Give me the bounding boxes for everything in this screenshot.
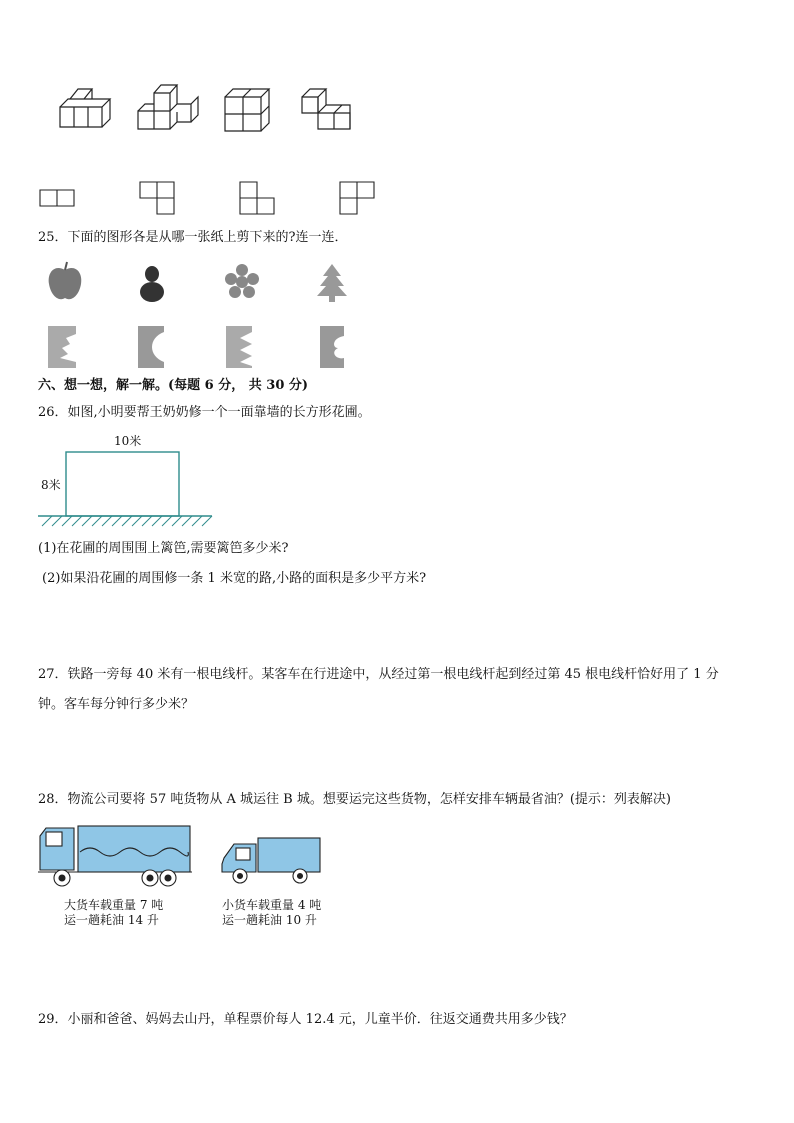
big-truck-capacity: 大货车载重量 7 吨 — [64, 898, 164, 912]
cutout-shapes-row — [45, 262, 365, 304]
apple-shape-icon — [49, 262, 82, 299]
plan-view-4 — [340, 182, 374, 214]
big-truck-icon — [38, 822, 198, 892]
question-25-text: 25．下面的图形各是从哪一张纸上剪下来的?连一连． — [38, 230, 348, 245]
cube-figures-row — [40, 75, 370, 135]
folded-paper-4-icon — [320, 326, 344, 368]
folded-paper-1-icon — [48, 326, 76, 368]
question-26-sub1: (1)在花圃的周围围上篱笆,需要篱笆多少米? — [38, 541, 289, 556]
small-truck-icon — [220, 836, 330, 886]
garden-width-label: 10米 — [114, 434, 142, 448]
plan-view-1 — [40, 190, 74, 206]
cube-figure-1 — [60, 89, 110, 127]
tree-shape-icon — [317, 264, 347, 302]
plan-view-2 — [140, 182, 174, 214]
small-truck-capacity: 小货车载重量 4 吨 — [222, 898, 322, 912]
cube-figure-4 — [302, 89, 350, 129]
wall-hatching — [42, 516, 212, 526]
question-27-line1: 27．铁路一旁每 40 米有一根电线杆。某客车在行进途中，从经过第一根电线杆起到经过第 45 根电线杆恰好用了 1 分 — [38, 667, 719, 682]
garden-height-label: 8米 — [41, 478, 61, 492]
garden-diagram — [38, 450, 214, 530]
folded-paper-2-icon — [138, 326, 164, 368]
question-26-text: 26．如图,小明要帮王奶奶修一个一面靠墙的长方形花圃。 — [38, 405, 371, 420]
plan-view-3 — [240, 182, 274, 214]
question-29-text: 29．小丽和爸爸、妈妈去山丹，单程票价每人 12.4 元，儿童半价．往返交通费共用多少钱？ — [38, 1012, 573, 1027]
flower-shape-icon — [225, 264, 259, 298]
gourd-shape-icon — [140, 266, 164, 302]
folded-paper-3-icon — [226, 326, 252, 368]
plan-views-row — [40, 180, 380, 216]
question-27-line2: 钟。客车每分钟行多少米？ — [38, 697, 195, 712]
question-28-text: 28．物流公司要将 57 吨货物从 A 城运往 B 城。想要运完这些货物，怎样安排车辆最省油？(提示：列表解决) — [38, 792, 671, 807]
small-truck-fuel: 运一趟耗油 10 升 — [222, 913, 317, 927]
garden-rectangle — [66, 452, 179, 516]
question-26-sub2: (2)如果沿花圃的周围修一条 1 米宽的路,小路的面积是多少平方米? — [42, 571, 427, 586]
folded-papers-row — [48, 326, 358, 370]
cube-figure-3 — [225, 89, 269, 131]
section-6-heading: 六、想一想，解一解。(每题 6 分， 共 30 分) — [38, 378, 309, 393]
big-truck-fuel: 运一趟耗油 14 升 — [64, 913, 159, 927]
cube-figure-2 — [138, 85, 198, 129]
